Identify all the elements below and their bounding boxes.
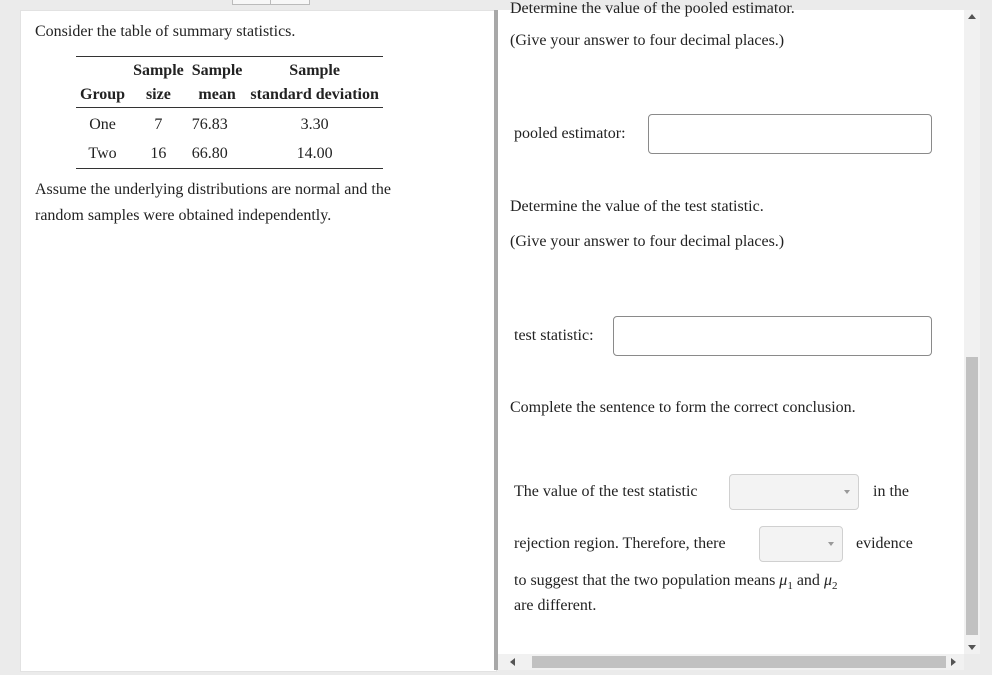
- give-answer-note: (Give your answer to four decimal places.): [510, 233, 785, 250]
- vertical-scroll-thumb[interactable]: [966, 357, 978, 635]
- scroll-right-icon[interactable]: [951, 658, 956, 666]
- table-header-cell: size: [129, 83, 188, 108]
- mu-glyph: μ: [779, 572, 788, 589]
- table-cell: One: [89, 116, 116, 133]
- mu-glyph: μ: [823, 572, 832, 589]
- tab-separator: [270, 0, 271, 4]
- mu-subscript: 1: [787, 580, 793, 593]
- right-pane: [498, 0, 964, 654]
- test-statistic-prompt: Determine the value of the test statistic.: [510, 198, 764, 215]
- table-header-cell: Group: [76, 83, 129, 108]
- mu-2-symbol: [823, 572, 838, 593]
- test-statistic-label: test statistic:: [514, 327, 594, 344]
- table-header-row: [76, 57, 383, 84]
- table-header-row: [76, 83, 383, 108]
- conclusion-sentence-part5: [514, 572, 837, 592]
- summary-statistics-table: [76, 56, 383, 169]
- scroll-up-icon[interactable]: [968, 14, 976, 19]
- table-header-cell: mean: [188, 83, 247, 108]
- horizontal-scrollbar[interactable]: [498, 654, 964, 670]
- cutoff-prompt-text: Determine the value of the pooled estimator.: [510, 0, 795, 17]
- table-cell: 16: [129, 139, 188, 169]
- assumption-text-line2: random samples were obtained independently.: [35, 207, 332, 224]
- mu-1-symbol: [779, 572, 793, 593]
- intro-text: Consider the table of summary statistics.: [35, 23, 296, 40]
- sentence-and: and: [792, 572, 824, 589]
- mu-subscript: 2: [831, 580, 838, 593]
- give-answer-note: (Give your answer to four decimal places.): [510, 32, 785, 49]
- table-header-cell: Sample: [129, 57, 188, 84]
- pooled-estimator-label: pooled estimator:: [514, 125, 626, 142]
- table-cell: 66.80: [188, 139, 247, 169]
- table-row: [76, 139, 383, 169]
- test-statistic-region-select[interactable]: [729, 474, 859, 510]
- table-header-cell: standard deviation: [246, 83, 382, 108]
- conclusion-sentence-part6: are different.: [514, 597, 597, 614]
- horizontal-scroll-thumb[interactable]: [532, 656, 946, 668]
- conclusion-prompt: Complete the sentence to form the correct conclusion.: [510, 399, 856, 416]
- sentence-text: to suggest that the two population means: [514, 572, 780, 589]
- conclusion-sentence-part3: rejection region. Therefore, there: [514, 535, 726, 552]
- table-header-cell: Sample: [246, 57, 382, 84]
- chevron-down-icon: [844, 490, 850, 494]
- top-tab-strip[interactable]: [232, 0, 310, 5]
- chevron-down-icon: [828, 542, 834, 546]
- table-row: [76, 108, 383, 140]
- pooled-estimator-input[interactable]: [648, 114, 932, 154]
- table-cell: 14.00: [246, 139, 382, 169]
- table-header-cell: [76, 57, 129, 84]
- left-pane: [20, 10, 497, 672]
- evidence-select[interactable]: [759, 526, 843, 562]
- scroll-left-icon[interactable]: [510, 658, 515, 666]
- table-cell: Two: [76, 139, 129, 169]
- test-statistic-input[interactable]: [613, 316, 932, 356]
- conclusion-sentence-part1: The value of the test statistic: [514, 483, 698, 500]
- vertical-scrollbar[interactable]: [964, 10, 980, 654]
- table-cell: 76.83: [191, 116, 228, 133]
- conclusion-sentence-part4: evidence: [856, 535, 913, 552]
- table-cell: 7: [154, 116, 163, 133]
- table-cell: 3.30: [300, 116, 329, 133]
- scroll-down-icon[interactable]: [968, 645, 976, 650]
- assumption-text-line1: Assume the underlying distributions are normal and the: [35, 181, 391, 198]
- table-header-cell: Sample: [188, 57, 247, 84]
- conclusion-sentence-part2: in the: [873, 483, 909, 500]
